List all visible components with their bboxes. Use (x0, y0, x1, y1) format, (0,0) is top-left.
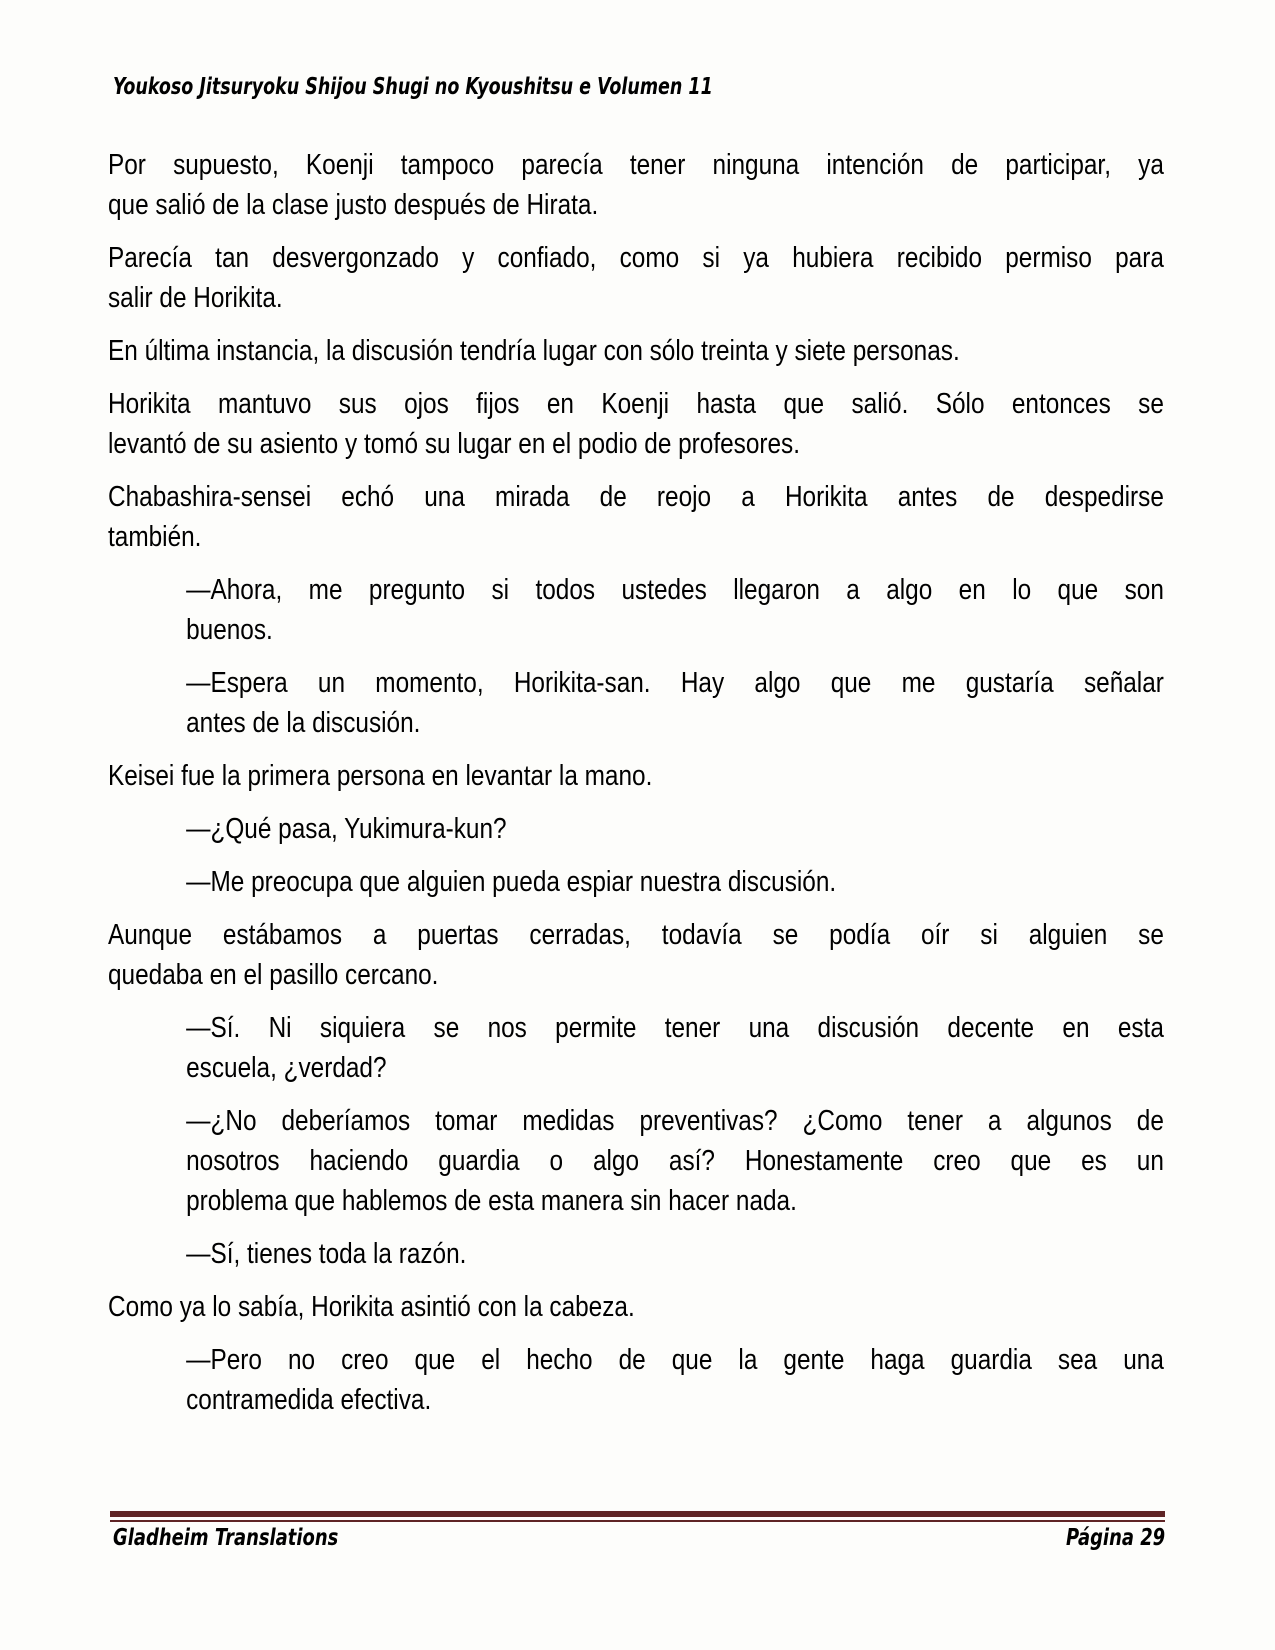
text-line: escuela, ¿verdad? (186, 1052, 387, 1084)
body-text (108, 145, 1164, 1433)
text-line: —Sí. Ni siquiera se nos permite tener una discusión decente en esta (186, 1012, 1164, 1044)
paragraph (108, 238, 1164, 318)
text-line: —Me preocupa que alguien pueda espiar nuestra discusión. (186, 866, 837, 898)
dialogue-paragraph (108, 663, 1164, 743)
paragraph (108, 384, 1164, 464)
paragraph (108, 1287, 1164, 1327)
text-line: —Sí, tienes toda la razón. (186, 1238, 467, 1270)
dialogue-paragraph (108, 1101, 1164, 1221)
paragraph (108, 915, 1164, 995)
text-line: que salió de la clase justo después de Hirata. (108, 189, 599, 221)
dialogue-paragraph (108, 809, 1164, 849)
text-line: buenos. (186, 614, 273, 646)
dialogue-paragraph (108, 1008, 1164, 1088)
dialogue-paragraph (108, 862, 1164, 902)
text-line: problema que hablemos de esta manera sin hacer nada. (186, 1185, 797, 1217)
dialogue-paragraph (108, 1340, 1164, 1420)
text-line: Keisei fue la primera persona en levantar la mano. (108, 760, 653, 792)
dialogue-paragraph (108, 1234, 1164, 1274)
text-line: también. (108, 521, 202, 553)
paragraph (108, 331, 1164, 371)
text-line: En última instancia, la discusión tendría lugar con sólo treinta y siete personas. (108, 335, 960, 367)
text-line: —Espera un momento, Horikita-san. Hay algo que me gustaría señalar (186, 667, 1164, 699)
text-line: —Ahora, me pregunto si todos ustedes llegaron a algo en lo que son (186, 574, 1164, 606)
page-title: Youkoso Jitsuryoku Shijou Shugi no Kyoushitsu e Volumen 11 (113, 74, 713, 100)
paragraph (108, 477, 1164, 557)
text-line: Por supuesto, Koenji tampoco parecía tener ninguna intención de participar, ya (108, 149, 1164, 181)
paragraph (108, 756, 1164, 796)
footer-page-number: Página 29 (1065, 1525, 1165, 1551)
footer-translator: Gladheim Translations (113, 1525, 339, 1551)
text-line: contramedida efectiva. (186, 1384, 432, 1416)
text-line: —¿No deberíamos tomar medidas preventivas? ¿Como tener a algunos de (186, 1105, 1164, 1137)
text-line: Aunque estábamos a puertas cerradas, todavía se podía oír si alguien se (108, 919, 1164, 951)
text-line: levantó de su asiento y tomó su lugar en el podio de profesores. (108, 428, 800, 460)
text-line: Como ya lo sabía, Horikita asintió con la cabeza. (108, 1291, 635, 1323)
text-line: Parecía tan desvergonzado y confiado, como si ya hubiera recibido permiso para (108, 242, 1164, 274)
paragraph (108, 145, 1164, 225)
text-line: Horikita mantuvo sus ojos fijos en Koenji hasta que salió. Sólo entonces se (108, 388, 1164, 420)
dialogue-paragraph (108, 570, 1164, 650)
text-line: —Pero no creo que el hecho de que la gente haga guardia sea una (186, 1344, 1164, 1376)
text-line: Chabashira-sensei echó una mirada de reojo a Horikita antes de despedirse (108, 481, 1164, 513)
text-line: —¿Qué pasa, Yukimura-kun? (186, 813, 507, 845)
text-line: nosotros haciendo guardia o algo así? Honestamente creo que es un (186, 1145, 1164, 1177)
footer-rule (110, 1511, 1165, 1522)
text-line: antes de la discusión. (186, 707, 421, 739)
text-line: salir de Horikita. (108, 282, 283, 314)
text-line: quedaba en el pasillo cercano. (108, 959, 439, 991)
